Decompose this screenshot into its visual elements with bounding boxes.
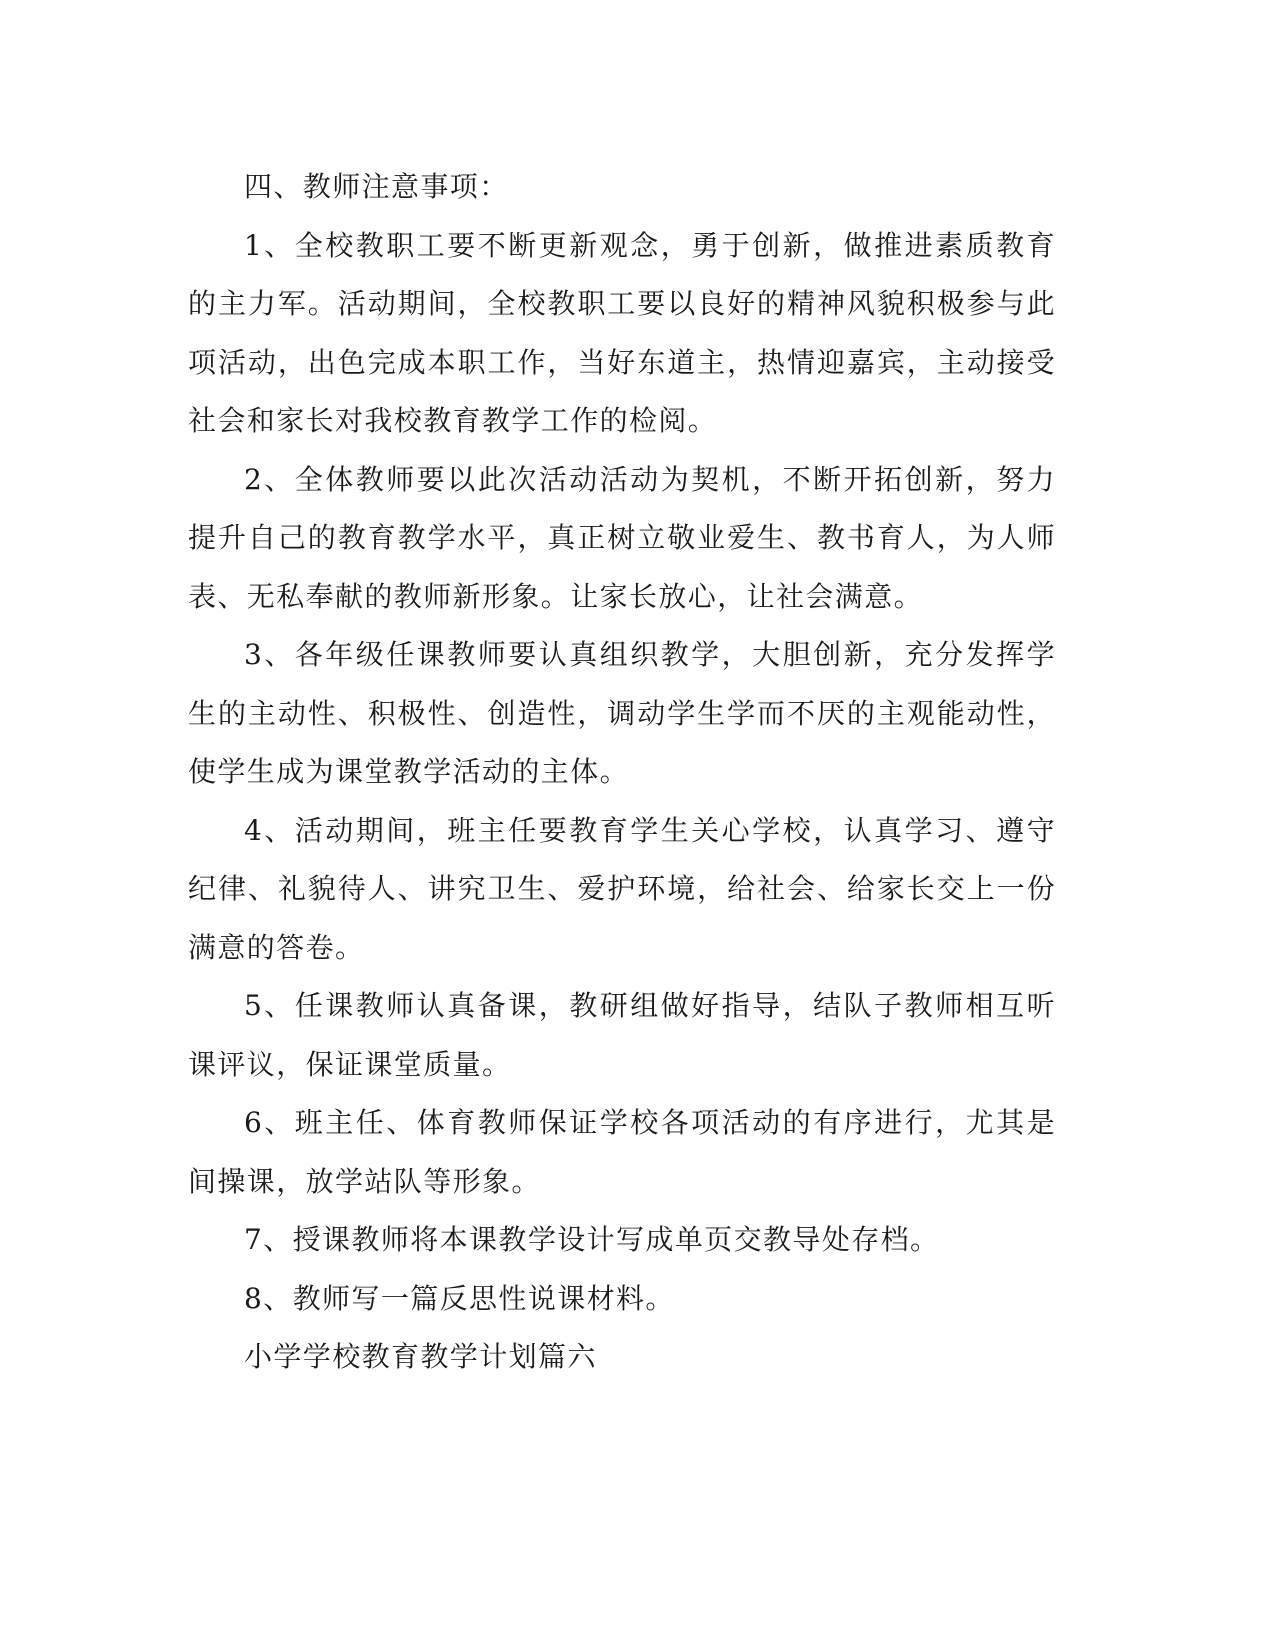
paragraph-item-3: 3、各年级任课教师要认真组织教学，大胆创新，充分发挥学生的主动性、积极性、创造性，调动学生学而不厌的主观能动性，使学生成为课堂教学活动的主体。 — [188, 638, 1056, 788]
paragraph-item-5: 5、任课教师认真备课，教研组做好指导，结队子教师相互听课评议，保证课堂质量。 — [188, 989, 1056, 1081]
section-heading: 四、教师注意事项： — [244, 170, 509, 203]
paragraph-item-8: 8、教师写一篇反思性说课材料。 — [244, 1281, 675, 1315]
next-section-title: 小学学校教育教学计划篇六 — [244, 1340, 597, 1373]
paragraph-item-4: 4、活动期间，班主任要教育学生关心学校，认真学习、遵守纪律、礼貌待人、讲究卫生、爱护环境，给社会、给家长交上一份满意的答卷。 — [188, 813, 1056, 964]
paragraph-item-6: 6、班主任、体育教师保证学校各项活动的有序进行，尤其是间操课，放学站队等形象。 — [188, 1106, 1056, 1198]
paragraph-item-7: 7、授课教师将本课教学设计写成单页交教导处存档。 — [244, 1223, 940, 1256]
document-body — [188, 158, 1056, 1387]
paragraph-item-2: 2、全体教师要以此次活动活动为契机，不断开拓创新，努力提升自己的教育教学水平，真正树立敬业爱生、教书育人，为人师表、无私奉献的教师新形象。让家长放心，让社会满意。 — [188, 462, 1056, 613]
paragraph-item-1: 1、全校教职工要不断更新观念，勇于创新，做推进素质教育的主力军。活动期间，全校教职工要以良好的精神风貌积极参与此项活动，出色完成本职工作，当好东道主，热情迎嘉宾，主动接受社会和家长对我校教育教学工作的检阅。 — [188, 228, 1056, 437]
